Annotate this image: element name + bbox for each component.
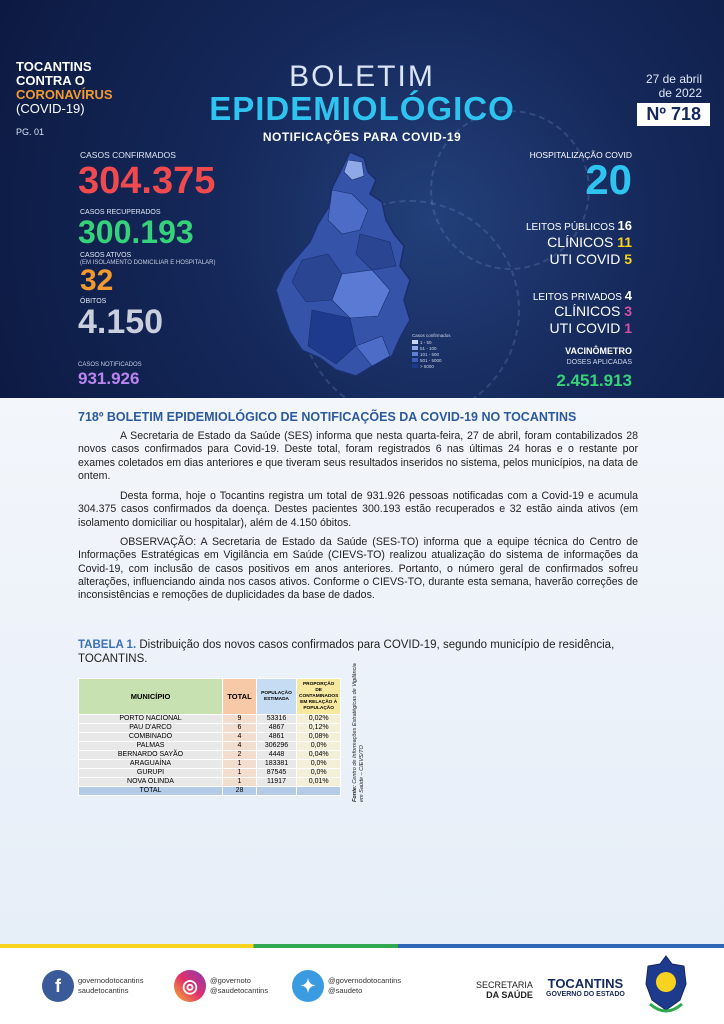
cell-proportion: 0,12%	[297, 724, 341, 733]
cell-total: 4	[223, 742, 257, 751]
cell-municipio: BERNARDO SAYÃO	[79, 751, 223, 760]
cell-population: 183381	[257, 760, 297, 769]
total-value: 28	[223, 787, 257, 796]
doses-value: 2.451.913	[556, 371, 632, 390]
private-icu: UTI COVID 1	[549, 320, 632, 336]
cases-table	[78, 678, 341, 796]
campaign-title: TOCANTINS CONTRA O CORONAVÍRUS (COVID-19)	[16, 59, 113, 116]
title-sub: NOTIFICAÇÕES PARA COVID-19	[262, 130, 462, 144]
cell-total: 2	[223, 751, 257, 760]
footer	[0, 948, 724, 1024]
cell-proportion: 0,0%	[297, 742, 341, 751]
hospital-label: HOSPITALIZAÇÃO COVID	[529, 150, 632, 160]
active-note: (EM ISOLAMENTO DOMICILIAR E HOSPITALAR)	[80, 260, 216, 266]
private-beds: LEITOS PRIVADOS 4	[532, 288, 632, 303]
facebook-link[interactable]: f governodotocantins saudetocantins	[42, 970, 143, 1002]
table-row	[79, 760, 341, 769]
twitter-link[interactable]: ✦ @governodotocantins @saudeto	[292, 970, 401, 1002]
cell-municipio: COMBINADO	[79, 733, 223, 742]
table-row	[79, 769, 341, 778]
hero-banner	[0, 0, 724, 398]
empty-cell	[257, 787, 297, 796]
table-row	[79, 733, 341, 742]
cell-municipio: PORTO NACIONAL	[79, 715, 223, 724]
doses-label: DOSES APLICADAS	[566, 359, 632, 366]
public-clinical: CLÍNICOS 11	[547, 234, 632, 250]
private-clinical: CLÍNICOS 3	[554, 303, 632, 319]
secretaria-logo: SECRETARIA DA SAÚDE	[476, 980, 533, 1000]
cell-proportion: 0,0%	[297, 760, 341, 769]
recovered-label: CASOS RECUPERADOS	[80, 209, 161, 216]
public-icu: UTI COVID 5	[549, 251, 632, 267]
title-top: BOLETIM	[289, 60, 435, 93]
table-row	[79, 724, 341, 733]
cell-total: 4	[223, 733, 257, 742]
cell-total: 1	[223, 769, 257, 778]
bulletin-headline: 718º BOLETIM EPIDEMIOLÓGICO DE NOTIFICAÇÕES DA COVID-19 NO TOCANTINS	[78, 410, 577, 424]
cell-population: 11917	[257, 778, 297, 787]
facebook-icon: f	[42, 970, 74, 1002]
public-beds: LEITOS PÚBLICOS 16	[526, 218, 632, 233]
cell-proportion: 0,01%	[297, 778, 341, 787]
map-legend: Casos confirmados 1 - 50 51 - 100 101 - 500 501 - 5000 > 5000	[412, 332, 451, 369]
table-row	[79, 742, 341, 751]
bulletin-date: 27 de abril de 2022	[645, 72, 702, 100]
cell-population: 306296	[257, 742, 297, 751]
cell-municipio: PALMAS	[79, 742, 223, 751]
active-value: 32	[80, 264, 114, 297]
cell-municipio: PAU D'ARCO	[79, 724, 223, 733]
cell-total: 1	[223, 760, 257, 769]
hospital-total: 20	[585, 156, 632, 203]
twitter-icon: ✦	[292, 970, 324, 1002]
cell-proportion: 0,02%	[297, 715, 341, 724]
total-label: TOTAL	[79, 787, 223, 796]
table-caption: TABELA 1. Distribuição dos novos casos confirmados para COVID-19, segundo município de residência, TOCANTINS.	[78, 639, 615, 665]
confirmed-label: CASOS CONFIRMADOS	[80, 150, 176, 160]
cell-proportion: 0,04%	[297, 751, 341, 760]
page-number: PG. 01	[16, 127, 45, 137]
instagram-icon: ◎	[174, 970, 206, 1002]
cell-population: 53316	[257, 715, 297, 724]
active-label: CASOS ATIVOS	[80, 252, 132, 259]
table-row	[79, 778, 341, 787]
recovered-value: 300.193	[78, 214, 194, 250]
bulletin-content	[0, 398, 724, 944]
notified-label: CASOS NOTIFICADOS	[78, 362, 142, 368]
cell-population: 4861	[257, 733, 297, 742]
cell-population: 4867	[257, 724, 297, 733]
table-row	[79, 751, 341, 760]
cell-population: 4448	[257, 751, 297, 760]
paragraph-2: Desta forma, hoje o Tocantins registra um total de 931.926 pessoas notificadas com a Covid-19 e acumula 304.375 casos confirmados da doença. Destes pacientes 300.193 estão recuperados e 32 estão ainda ativos (em isolamento domiciliar ou hospitalar), além de 4.150 óbitos.	[78, 490, 638, 529]
table-total-row	[79, 787, 341, 796]
deaths-label: ÓBITOS	[80, 298, 107, 305]
tocantins-map	[272, 150, 422, 380]
col-header-municipio: MUNICÍPIO	[79, 679, 223, 715]
paragraph-1: A Secretaria de Estado da Saúde (SES) informa que nesta quarta-feira, 27 de abril, foram contabilizados 28 novos casos confirmados para Covid-19. Deste total, foram registrados 6 nas últimas 24 horas e o restante por exames coletados em dias anteriores e que tiveram seus resultados inseridos no sistema, pelos municípios, na data de ontem.	[78, 430, 638, 482]
bulletin-number: Nº 718	[637, 103, 710, 126]
cell-total: 9	[223, 715, 257, 724]
cell-total: 1	[223, 778, 257, 787]
deaths-value: 4.150	[78, 303, 164, 341]
title-main: EPIDEMIOLÓGICO	[209, 90, 515, 127]
cell-municipio: NOVA OLINDA	[79, 778, 223, 787]
cell-proportion: 0,0%	[297, 769, 341, 778]
confirmed-value: 304.375	[78, 160, 216, 202]
paragraph-3: OBSERVAÇÃO: A Secretaria de Estado da Saúde (SES-TO) informa que a equipe técnica do Centro de Informações Estratégicas em Vigilância em Saúde (CIEVS-TO) realizou atualização do sistema de informações da Covid-19, com inclusão de casos positivos em anos anteriores. Portanto, o número geral de confirmados sofreu alterações, influenciando ainda nos casos ativos. Conforme o CIEVS-TO, durante esta semana, haverão correções de inconsistências e remoções de duplicidades da base de dados.	[78, 536, 638, 602]
cell-population: 87545	[257, 769, 297, 778]
col-header-total: TOTAL	[223, 679, 257, 715]
table-row	[79, 715, 341, 724]
notified-value: 931.926	[78, 369, 140, 388]
col-header-population: POPULAÇÃO ESTIMADA	[257, 679, 297, 715]
cell-proportion: 0,08%	[297, 733, 341, 742]
coat-of-arms-icon	[640, 954, 692, 1018]
instagram-link[interactable]: ◎ @governoto @saudetocantins	[174, 970, 268, 1002]
cell-municipio: GURUPI	[79, 769, 223, 778]
empty-cell	[297, 787, 341, 796]
government-logo: TOCANTINS GOVERNO DO ESTADO	[546, 976, 625, 998]
col-header-proportion: PROPORÇÃO DE CONTAMINADOS EM RELAÇÃO À POPULAÇÃO	[297, 679, 341, 715]
cell-municipio: ARAGUAÍNA	[79, 760, 223, 769]
cell-total: 6	[223, 724, 257, 733]
vaccine-label: VACINÔMETRO	[565, 346, 632, 356]
table-source: Fonte: Centro de Informações Estratégicas de Vigilância em Saúde – CIEVS/TO	[352, 663, 365, 802]
